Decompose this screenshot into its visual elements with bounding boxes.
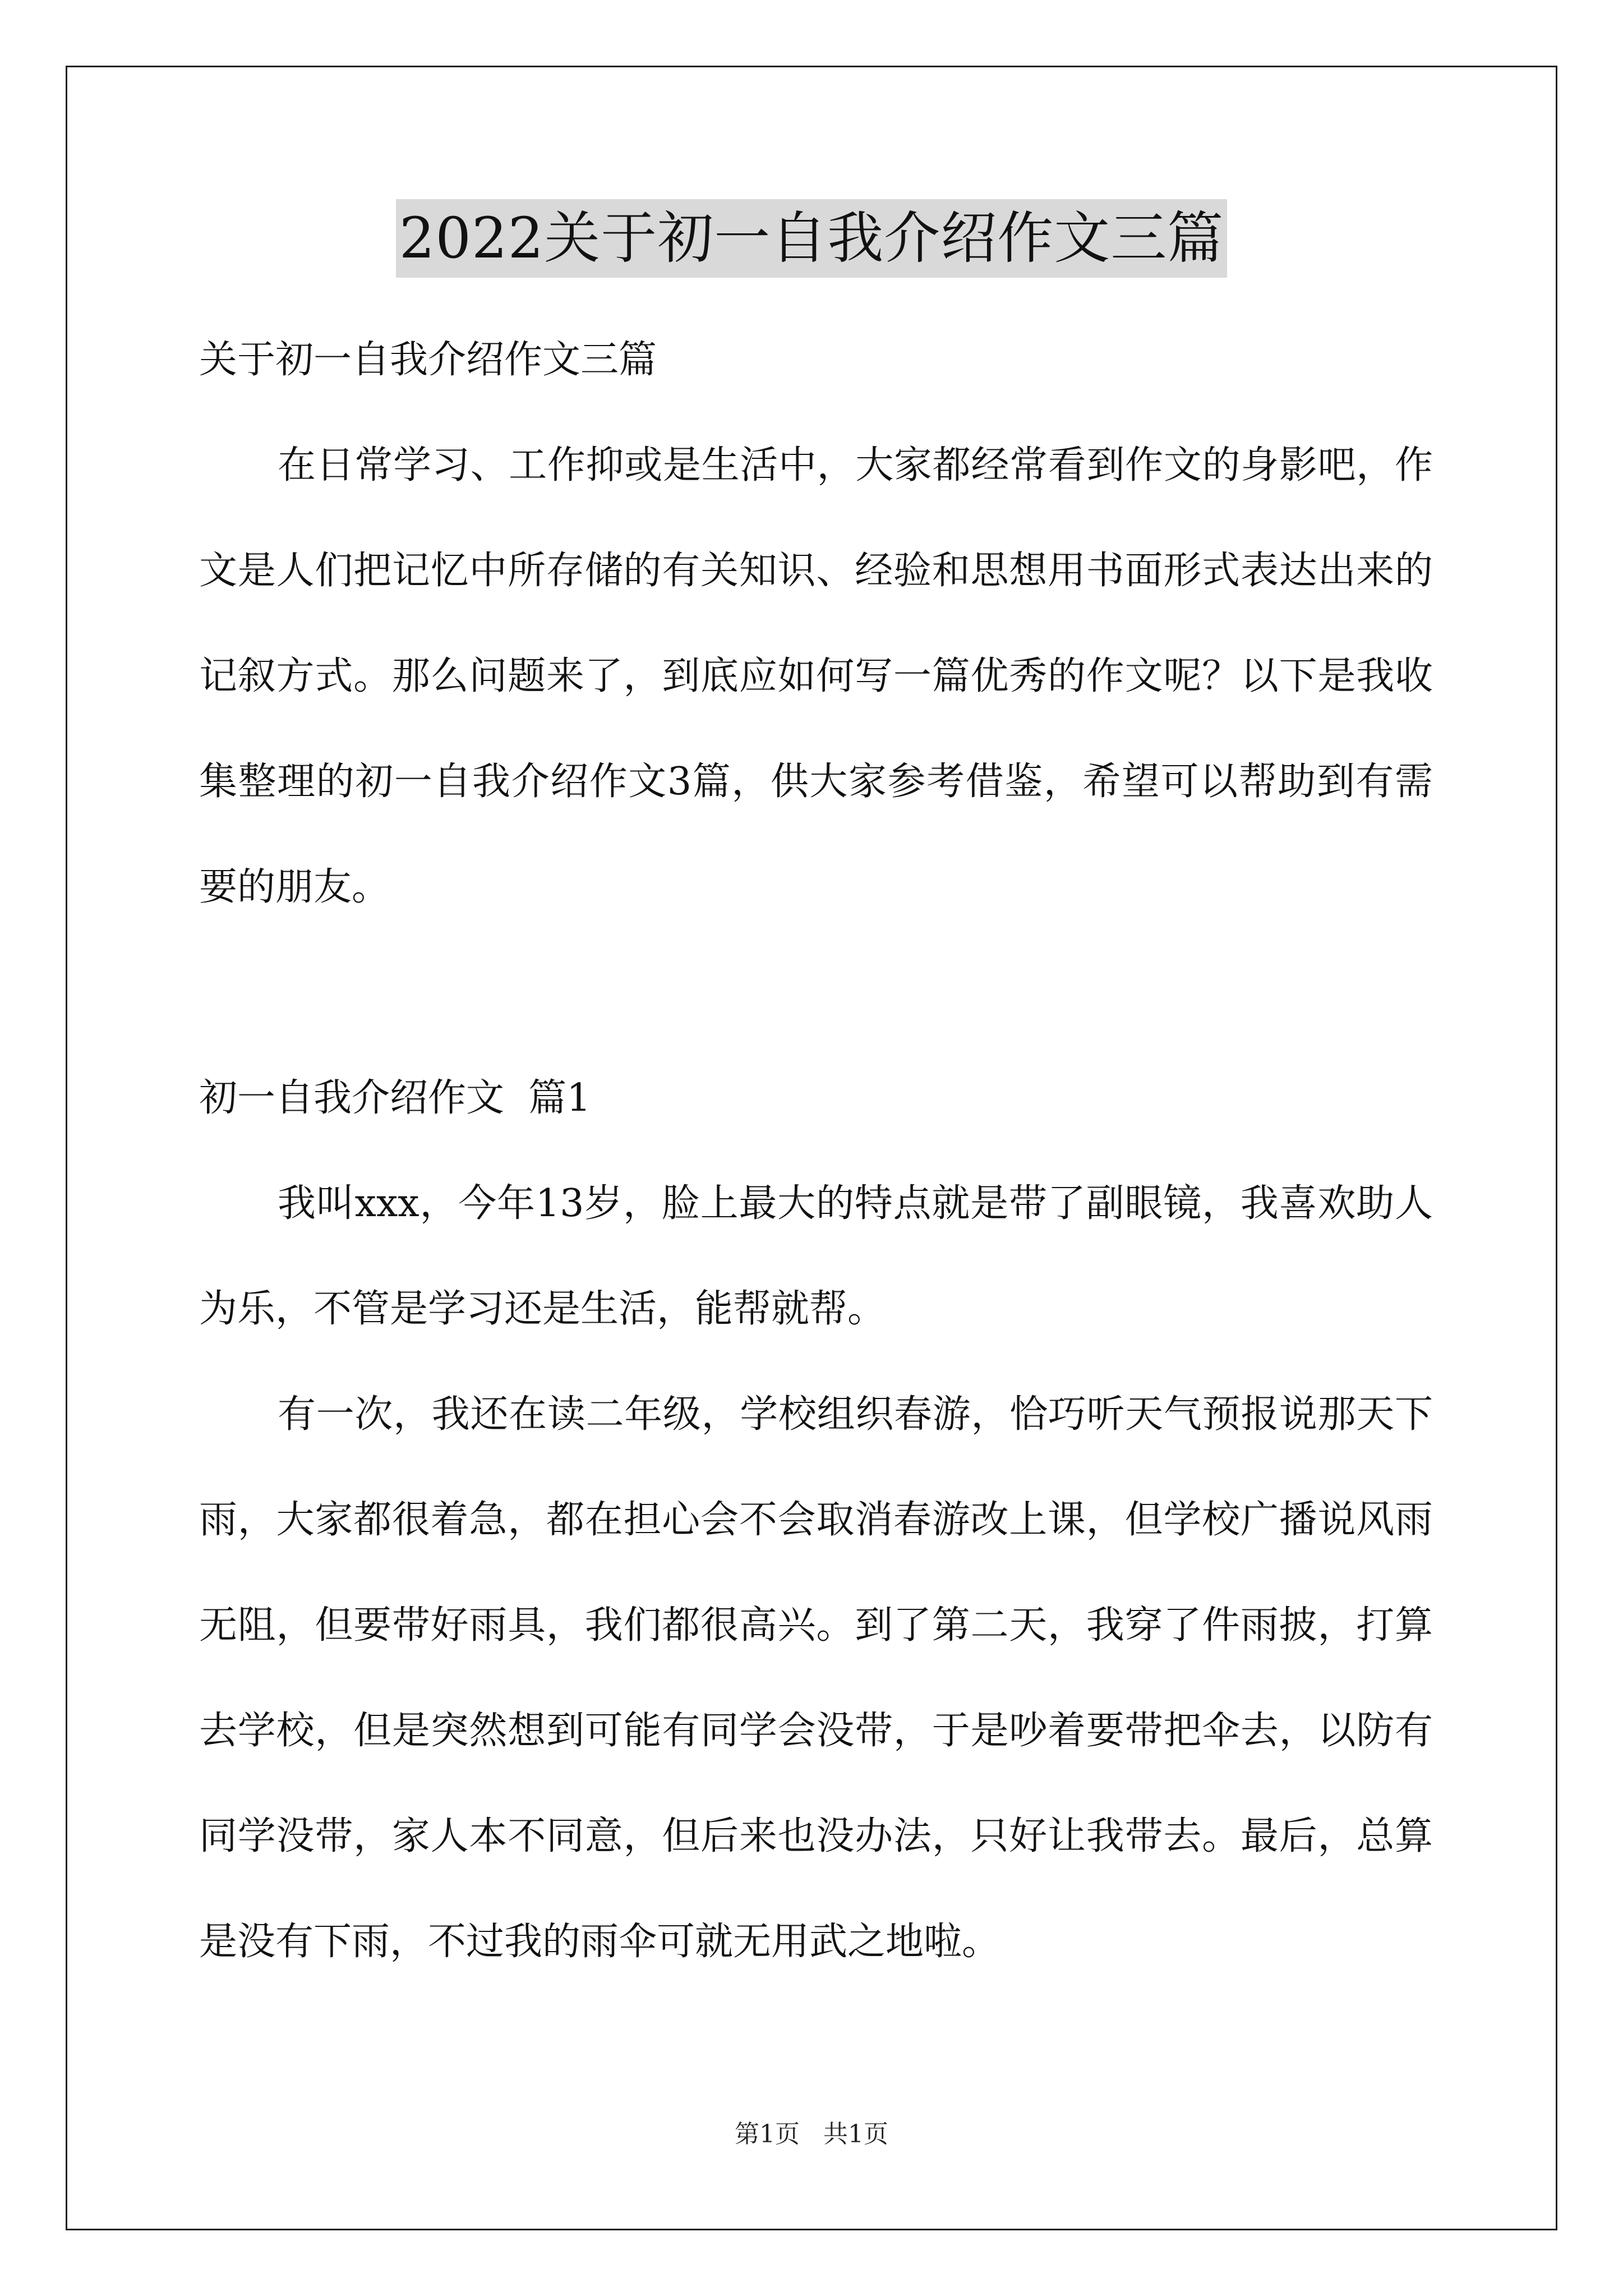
- intro-paragraph: 在日常学习、工作抑或是生活中，大家都经常看到作文的身影吧，作文是人们把记忆中所存储的有关知识、经验和思想用书面形式表达出来的记叙方式。那么问题来了，到底应如何写一篇优秀的作文呢？以下是我收集整理的初一自我介绍作文3篇，供大家参考借鉴，希望可以帮助到有需要的朋友。: [199, 443, 1433, 909]
- page-footer: [0, 2118, 1623, 2151]
- document-body: [199, 307, 1433, 1995]
- title-container: [0, 199, 1623, 278]
- page-number: 第1页 共1页: [735, 2120, 888, 2148]
- section-heading: 初一自我介绍作文 篇1: [199, 1076, 591, 1120]
- body-paragraph-1: 我叫xxx，今年13岁，脸上最大的特点就是带了副眼镜，我喜欢助人为乐，不管是学习还是生活，能帮就帮。: [199, 1181, 1433, 1331]
- document-title: 2022关于初一自我介绍作文三篇: [396, 199, 1228, 278]
- body-paragraph-2: 有一次，我还在读二年级，学校组织春游，恰巧听天气预报说那天下雨，大家都很着急，都在担心会不会取消春游改上课，但学校广播说风雨无阻，但要带好雨具，我们都很高兴。到了第二天，我穿了件雨披，打算去学校，但是突然想到可能有同学会没带，于是吵着要带把伞去，以防有同学没带，家人本不同意，但后来也没办法，只好让我带去。最后，总算是没有下雨，不过我的雨伞可就无用武之地啦。: [199, 1392, 1433, 1964]
- document-subtitle: 关于初一自我介绍作文三篇: [199, 338, 657, 382]
- section-spacer: [199, 940, 1433, 1046]
